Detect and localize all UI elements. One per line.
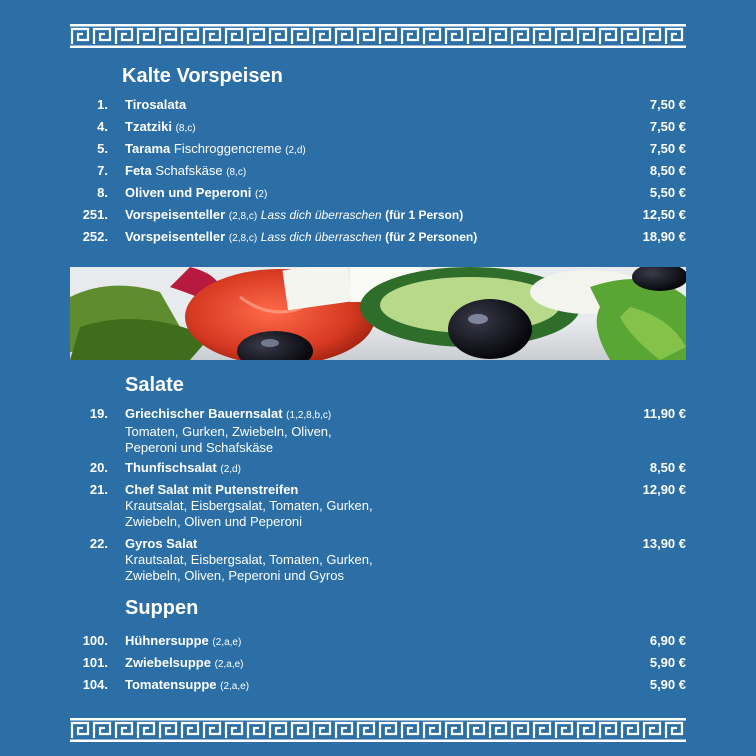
item-name: Tirosalata <box>125 97 187 112</box>
item-description <box>125 163 625 181</box>
item-ingredients: Peperoni und Schafskäse <box>125 440 274 455</box>
item-price: 12,90 € <box>642 482 686 497</box>
item-note: Lass dich überraschen <box>260 208 382 222</box>
section-title: Salate <box>125 374 184 396</box>
item-number: 104. <box>82 677 108 692</box>
item-name: Tarama <box>125 141 171 156</box>
allergen-codes: (2,8,c) <box>228 211 258 222</box>
item-price: 8,50 € <box>649 163 686 178</box>
item-description <box>125 633 625 651</box>
item-name: Thunfischsalat <box>125 460 217 475</box>
item-name: Zwiebelsuppe <box>125 655 211 670</box>
item-ingredients: Zwiebeln, Oliven, Peperoni und Gyros <box>125 568 344 583</box>
item-title-line <box>125 633 625 651</box>
item-description <box>125 482 625 530</box>
item-description <box>125 97 625 113</box>
item-number: 22. <box>89 536 108 551</box>
greek-key-border-top <box>70 24 686 48</box>
item-description <box>125 207 625 225</box>
item-subtitle: Fischroggencreme <box>173 141 282 156</box>
item-price: 11,90 € <box>643 406 686 421</box>
item-title-line <box>125 207 625 225</box>
item-number: 19. <box>89 406 108 421</box>
item-name: Feta <box>125 163 152 178</box>
item-description <box>125 406 625 456</box>
item-price: 18,90 € <box>642 229 686 244</box>
item-subtitle: Schafskäse <box>155 163 223 178</box>
item-description <box>125 185 625 203</box>
item-description <box>125 141 625 159</box>
serving-size: (für 1 Person) <box>385 208 464 222</box>
allergen-codes: (2,a,e) <box>220 681 250 692</box>
allergen-codes: (2,8,c) <box>228 233 258 244</box>
item-number: 5. <box>97 141 108 156</box>
item-price: 13,90 € <box>642 536 686 551</box>
allergen-codes: (1,2,8,b,c) <box>286 410 332 421</box>
allergen-codes: (2,a,e) <box>214 659 244 670</box>
item-title-line <box>125 677 625 695</box>
greek-salad-photo <box>70 267 686 360</box>
item-name: Vorspeisenteller <box>125 207 226 222</box>
item-title-line <box>125 536 625 552</box>
item-number: 251. <box>82 207 108 222</box>
item-number: 7. <box>97 163 108 178</box>
item-ingredients: Tomaten, Gurken, Zwiebeln, Oliven, <box>125 424 332 439</box>
item-ingredients: Krautsalat, Eisbergsalat, Tomaten, Gurken, <box>125 498 373 513</box>
item-description <box>125 460 625 478</box>
item-price: 8,50 € <box>649 460 686 475</box>
item-description <box>125 536 625 584</box>
item-number: 4. <box>97 119 108 134</box>
item-title-line <box>125 406 625 424</box>
allergen-codes: (8,c) <box>175 123 196 134</box>
item-number: 101. <box>82 655 108 670</box>
item-title-line <box>125 655 625 673</box>
allergen-codes: (8,c) <box>226 167 247 178</box>
greek-key-border-bottom <box>70 718 686 742</box>
serving-size: (für 2 Personen) <box>385 230 478 244</box>
item-name: Tomatensuppe <box>125 677 217 692</box>
item-title-line <box>125 141 625 159</box>
item-number: 8. <box>97 185 108 200</box>
item-number: 252. <box>82 229 108 244</box>
item-title-line <box>125 460 625 478</box>
item-number: 100. <box>82 633 108 648</box>
item-title-line <box>125 229 625 247</box>
item-title-line <box>125 97 625 113</box>
item-price: 5,50 € <box>649 185 686 200</box>
allergen-codes: (2,d) <box>285 145 306 156</box>
section-title: Kalte Vorspeisen <box>122 65 283 87</box>
item-title-line <box>125 119 625 137</box>
item-ingredients: Zwiebeln, Oliven und Peperoni <box>125 514 303 529</box>
item-note: Lass dich überraschen <box>260 230 382 244</box>
item-price: 12,50 € <box>642 207 686 222</box>
item-number: 21. <box>89 482 108 497</box>
item-description <box>125 229 625 247</box>
item-description <box>125 119 625 137</box>
item-price: 6,90 € <box>649 633 686 648</box>
item-name: Griechischer Bauernsalat <box>125 406 283 421</box>
item-name: Chef Salat mit Putenstreifen <box>125 482 299 497</box>
item-price: 5,90 € <box>649 677 686 692</box>
item-name: Oliven und Peperoni <box>125 185 252 200</box>
item-description <box>125 677 625 695</box>
item-name: Gyros Salat <box>125 536 198 551</box>
item-price: 7,50 € <box>649 119 686 134</box>
item-title-line <box>125 185 625 203</box>
item-price: 7,50 € <box>649 141 686 156</box>
item-number: 1. <box>97 97 108 112</box>
allergen-codes: (2,d) <box>220 464 241 475</box>
item-name: Vorspeisenteller <box>125 229 226 244</box>
allergen-codes: (2) <box>255 189 268 200</box>
section-title: Suppen <box>125 597 199 619</box>
item-ingredients: Krautsalat, Eisbergsalat, Tomaten, Gurken, <box>125 552 373 567</box>
item-price: 7,50 € <box>649 97 686 112</box>
item-title-line <box>125 163 625 181</box>
item-name: Hühnersuppe <box>125 633 209 648</box>
allergen-codes: (2,a,e) <box>212 637 242 648</box>
item-title-line <box>125 482 625 498</box>
item-name: Tzatziki <box>125 119 172 134</box>
item-description <box>125 655 625 673</box>
item-price: 5,90 € <box>649 655 686 670</box>
item-number: 20. <box>89 460 108 475</box>
